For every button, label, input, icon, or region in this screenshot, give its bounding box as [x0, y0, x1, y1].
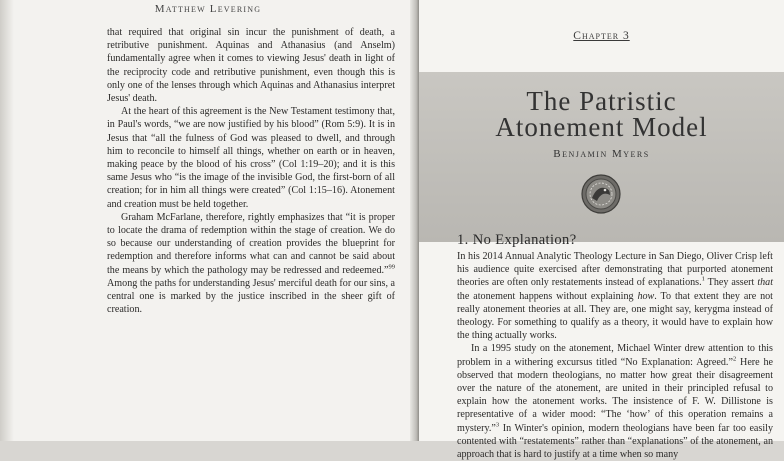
- chapter-label: Chapter 3: [573, 30, 630, 42]
- section-heading: 1. No Explanation?: [457, 232, 577, 248]
- page-edge-shadow: [0, 0, 14, 441]
- footnote-ref: 1: [701, 276, 705, 284]
- sentence: Among the paths for understanding Jesus' merciful death for our sins, a central one is marked by the justice inscribed in the sheer gift of creation.: [107, 277, 395, 316]
- running-head: Matthew Levering: [154, 3, 262, 15]
- paragraph: that required that original sin incur the punishment of death, a retributive punishment. Aquinas and Athanasius (and Anselm) fundamentally agree when it comes to viewing Jesus' death in light of the reciprocity code and retributive punishment, even though this is only one of the lenses through which Aquinas and Athanasius interpret Jesus' death.: [107, 27, 395, 105]
- footnote-ref: 99: [388, 263, 395, 271]
- paragraph: At the heart of this agreement is the New Testament testimony that, in Paul's words, “we are now justified by his blood” (Rom 5:9). It is in Jesus that “all the fulness of God was pleased to dwell, and through him to reconcile to himself all things, whether on earth or in heaven, making peace by the blood of his cross” (Col 1:19–20); and it is this same Jesus who “is the image of the invisible God, the first-born of all creation; for in him all things were created” (Col 1:15–16). Atonement and creation must be held together.: [107, 106, 395, 210]
- left-page-body: [107, 26, 395, 316]
- chapter-title-line-2: Atonement Model: [495, 112, 708, 142]
- right-page-body: [457, 250, 773, 461]
- quote-text: Graham McFarlane, therefore, rightly emphasizes that “it is proper to locate the drama of redemption within the stage of creation. We do so because our understanding of creation provides the blueprint for redemption and therefore informs what can and cannot be said about the means by which the pathology may be redressed and redeemed.”: [107, 211, 395, 276]
- chapter-title-line-1: The Patristic: [526, 86, 677, 116]
- paragraph: In his 2014 Annual Analytic Theology Lecture in San Diego, Oliver Crisp left his audience quite exercised after demonstrating that purported atonement theories are often only restatements instead of explanations.$^1$ They assert that the atonement happens without explaining how. To that extent they are not really atonement theories at all. They are, one might say, kerygma instead of theology. For something to qualify as a theory, it would have to explain how the thing actually works.: [457, 251, 774, 342]
- right-page: [419, 0, 784, 461]
- emblem-icon: [581, 174, 621, 214]
- footnote-ref: 2: [732, 355, 737, 363]
- footnote-ref: 3: [495, 421, 500, 429]
- paragraph: [107, 211, 395, 317]
- chapter-title: [419, 88, 784, 140]
- paragraph: In a 1995 study on the atonement, Michael Winter drew attention to this problem in a withering excursus titled “No Explanation: Agreed.”$^2$ Here he observed that modern theologians, no matter how great their disagreement over the nature of the atonement, are united in their principled refusal to explain how the atonement works. The insistence of F. W. Dillistone is representative of a wider mood: “The ‘how’ of this operation remains a mystery.”$^3$ In Winter's opinion, modern theologians have been far too easily contented with “restatements” rather than “explanations” of the atonement, an approach that is hard to justify at a time when so many: [457, 343, 774, 461]
- chapter-author: Benjamin Myers: [553, 148, 650, 160]
